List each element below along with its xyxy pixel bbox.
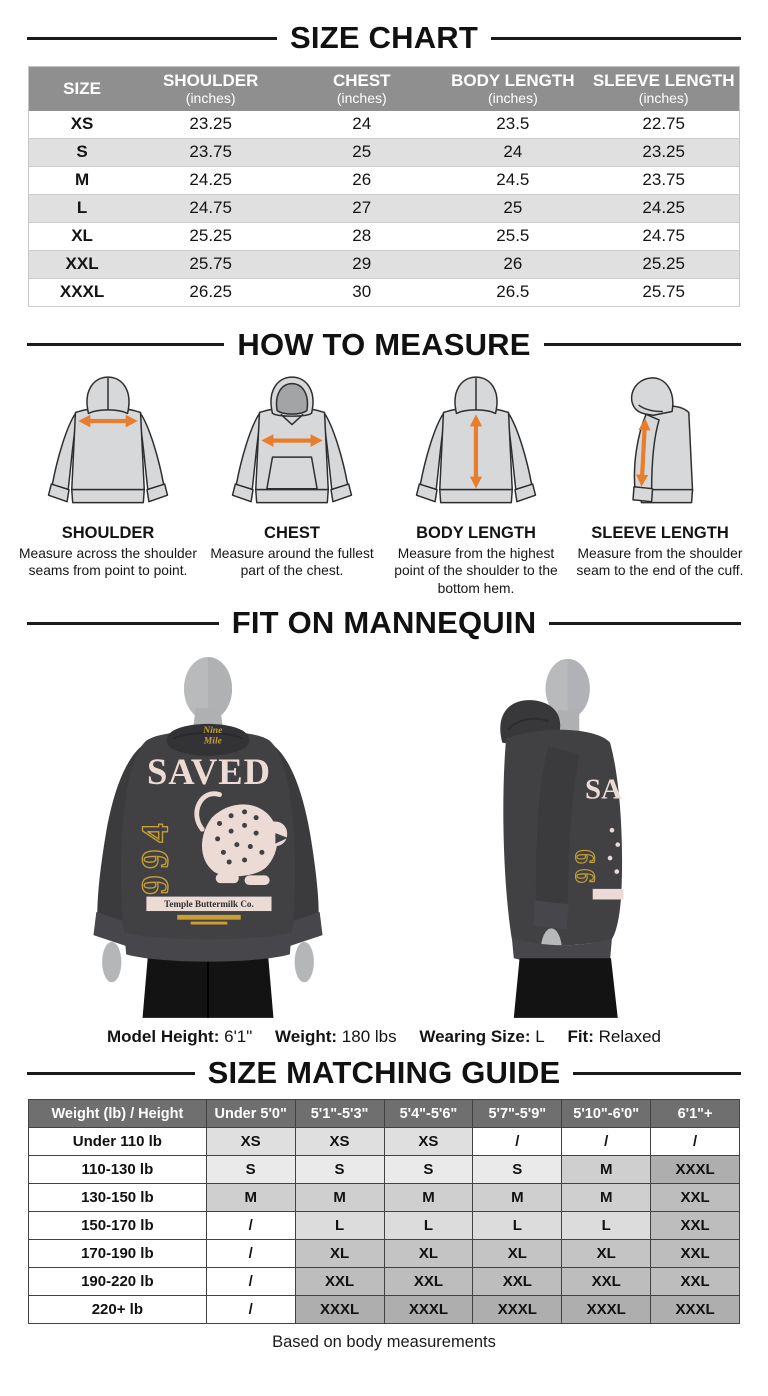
recommended-size-cell: XXL: [473, 1268, 562, 1296]
size-matching-table: [28, 1099, 740, 1324]
model-height-value: 6'1": [224, 1027, 253, 1047]
recommended-size-cell: M: [562, 1184, 651, 1212]
measurement-cell: 23.75: [588, 166, 739, 194]
recommended-size-cell: XXL: [651, 1184, 740, 1212]
recommended-size-cell: M: [473, 1184, 562, 1212]
recommended-size-cell: XL: [473, 1240, 562, 1268]
size-cell: XS: [29, 111, 136, 139]
measurement-cell: 25: [437, 194, 588, 222]
hoodie-side-sleeve-diagram: [581, 367, 739, 523]
header-label: SHOULDER: [162, 71, 259, 90]
size-cell: M: [29, 166, 136, 194]
header-sublabel: (inches): [185, 89, 236, 106]
mannequin-front-photo: [54, 647, 362, 1023]
size-cell: XL: [29, 222, 136, 250]
weight-range-cell: 150-170 lb: [29, 1212, 207, 1240]
fit-on-mannequin-title-row: [27, 605, 741, 641]
measure-label: BODY LENGTH: [416, 523, 536, 542]
pants: [514, 959, 618, 1019]
recommended-size-cell: M: [206, 1184, 295, 1212]
measurement-cell: 27: [286, 194, 437, 222]
wearing-size-value: L: [535, 1027, 545, 1047]
recommended-size-cell: L: [473, 1212, 562, 1240]
size-chart-header-cell: [437, 67, 588, 111]
title-line: [573, 1072, 741, 1075]
recommended-size-cell: XXL: [562, 1268, 651, 1296]
recommended-size-cell: XL: [295, 1240, 384, 1268]
size-guide-page: [0, 20, 768, 1352]
measurement-cell: 25.75: [135, 250, 286, 278]
weight-range-cell: 190-220 lb: [29, 1268, 207, 1296]
measurement-cell: 24: [437, 138, 588, 166]
measure-description: Measure from the highest point of the shoulder to the bottom hem.: [394, 545, 558, 596]
recommended-size-cell: XS: [206, 1128, 295, 1156]
size-chart-row: [29, 138, 740, 166]
title-line: [491, 37, 741, 40]
size-chart-header-cell: [29, 67, 136, 111]
recommended-size-cell: XXXL: [651, 1296, 740, 1324]
measure-item-sleeve-length: [570, 367, 750, 598]
footer-note: Based on body measurements: [272, 1333, 496, 1352]
recommended-size-cell: L: [295, 1212, 384, 1240]
size-chart-row: [29, 194, 740, 222]
measurement-cell: 26.25: [135, 278, 286, 306]
measurement-cell: 22.75: [588, 111, 739, 139]
recommended-size-cell: XL: [384, 1240, 473, 1268]
recommended-size-cell: XXL: [651, 1240, 740, 1268]
print-994-text: 994: [134, 817, 177, 896]
recommended-size-cell: M: [295, 1184, 384, 1212]
measurement-cell: 26: [437, 250, 588, 278]
recommended-size-cell: L: [384, 1212, 473, 1240]
matching-row: [29, 1156, 740, 1184]
measurement-cell: 24.75: [588, 222, 739, 250]
measurement-cell: 23.25: [588, 138, 739, 166]
matching-header-cell: 5'1"-5'3": [295, 1100, 384, 1128]
matching-row: [29, 1128, 740, 1156]
weight-range-cell: 170-190 lb: [29, 1240, 207, 1268]
header-label: SIZE: [63, 78, 101, 98]
title-line: [27, 343, 224, 346]
recommended-size-cell: S: [384, 1156, 473, 1184]
size-matching-guide-title-row: [27, 1055, 741, 1091]
recommended-size-cell: XXXL: [651, 1156, 740, 1184]
recommended-size-cell: /: [562, 1128, 651, 1156]
measure-item-body-length: [386, 367, 566, 598]
recommended-size-cell: S: [206, 1156, 295, 1184]
header-sublabel: (inches): [487, 89, 538, 106]
size-chart-title-row: [27, 20, 741, 56]
matching-header-cell: Under 5'0": [206, 1100, 295, 1128]
measurement-cell: 26.5: [437, 278, 588, 306]
measure-description: Measure from the shoulder seam to the end of the cuff.: [576, 545, 744, 579]
header-sublabel: (inches): [638, 89, 689, 106]
size-chart-body: [29, 111, 740, 307]
matching-row: [29, 1268, 740, 1296]
print-brand-line2: Mile: [203, 736, 222, 748]
size-chart-header-cell: [135, 67, 286, 111]
how-to-measure-title: HOW TO MEASURE: [237, 326, 531, 362]
fit-value: Relaxed: [598, 1027, 661, 1047]
measure-item-shoulder: [18, 367, 198, 598]
recommended-size-cell: S: [295, 1156, 384, 1184]
title-line: [544, 343, 741, 346]
mannequin-photos: [0, 647, 768, 1023]
size-cell: L: [29, 194, 136, 222]
print-banner-text: Temple Buttermilk Co.: [164, 899, 254, 910]
recommended-size-cell: XXXL: [473, 1296, 562, 1324]
size-matching-header: [29, 1100, 740, 1128]
header-sublabel: (inches): [336, 89, 387, 106]
header-label: BODY LENGTH: [451, 71, 575, 90]
size-chart-row: [29, 250, 740, 278]
model-info: [0, 1027, 768, 1047]
hoodie-back-length-diagram: [397, 367, 555, 523]
how-to-measure-title-row: [27, 327, 741, 363]
measurement-cell: 24.5: [437, 166, 588, 194]
measurement-cell: 29: [286, 250, 437, 278]
model-weight-label: Weight:: [275, 1027, 338, 1047]
measure-description: Measure around the fullest part of the chest.: [210, 545, 374, 579]
matching-header-cell: 5'10"-6'0": [562, 1100, 651, 1128]
matching-row: [29, 1240, 740, 1268]
measurement-cell: 25: [286, 138, 437, 166]
mannequin-hand: [295, 942, 314, 982]
recommended-size-cell: M: [384, 1184, 473, 1212]
print-994-fragment: 99: [569, 845, 602, 884]
measurement-cell: 25.25: [588, 250, 739, 278]
title-line: [549, 622, 741, 625]
matching-header-cell: 5'4"-5'6": [384, 1100, 473, 1128]
matching-row: [29, 1296, 740, 1324]
recommended-size-cell: XXXL: [384, 1296, 473, 1324]
size-chart-table: [28, 66, 740, 307]
recommended-size-cell: XXXL: [562, 1296, 651, 1324]
measurement-cell: 30: [286, 278, 437, 306]
size-chart-header-row: [29, 67, 740, 111]
measurement-cell: 23.75: [135, 138, 286, 166]
matching-header-cell: Weight (lb) / Height: [29, 1100, 207, 1128]
measure-guide: [18, 367, 750, 598]
hoodie-back-shoulder-diagram: [29, 367, 187, 523]
recommended-size-cell: M: [562, 1156, 651, 1184]
fit-on-mannequin-title: FIT ON MANNEQUIN: [231, 605, 537, 641]
title-line: [27, 37, 277, 40]
title-line: [27, 622, 219, 625]
measurement-cell: 26: [286, 166, 437, 194]
size-cell: XXL: [29, 250, 136, 278]
measure-label: SHOULDER: [61, 523, 155, 542]
size-chart-title: SIZE CHART: [290, 20, 478, 55]
measurement-cell: 24.75: [135, 194, 286, 222]
size-cell: XXXL: [29, 278, 136, 306]
print-saved-fragment: SA: [585, 773, 622, 806]
recommended-size-cell: XXL: [651, 1268, 740, 1296]
measurement-cell: 25.25: [135, 222, 286, 250]
recommended-size-cell: XXL: [384, 1268, 473, 1296]
model-weight-value: 180 lbs: [341, 1027, 397, 1047]
recommended-size-cell: XS: [384, 1128, 473, 1156]
wearing-size-label: Wearing Size:: [419, 1027, 531, 1047]
header-label: SLEEVE LENGTH: [592, 71, 735, 90]
size-chart-header-cell: [588, 67, 739, 111]
measurement-cell: 25.75: [588, 278, 739, 306]
hoodie-front-chest-diagram: [213, 367, 371, 523]
mannequin-side-photo: [406, 647, 714, 1023]
recommended-size-cell: /: [206, 1240, 295, 1268]
measurement-cell: 25.5: [437, 222, 588, 250]
recommended-size-cell: S: [473, 1156, 562, 1184]
measure-description: Measure across the shoulder seams from point to point.: [19, 545, 197, 579]
measure-item-chest: [202, 367, 382, 598]
size-chart-header: [29, 67, 740, 111]
recommended-size-cell: XS: [295, 1128, 384, 1156]
measurement-cell: 24.25: [135, 166, 286, 194]
size-matching-guide-title: SIZE MATCHING GUIDE: [207, 1055, 561, 1091]
matching-header-cell: 6'1"+: [651, 1100, 740, 1128]
matching-row: [29, 1184, 740, 1212]
fit-label: Fit:: [567, 1027, 594, 1047]
print-saved-text: SAVED: [146, 751, 271, 793]
title-line: [27, 1072, 195, 1075]
matching-header-cell: 5'7"-5'9": [473, 1100, 562, 1128]
recommended-size-cell: XXXL: [295, 1296, 384, 1324]
mannequin-hand: [102, 942, 121, 982]
recommended-size-cell: XXL: [295, 1268, 384, 1296]
recommended-size-cell: /: [206, 1212, 295, 1240]
measure-label: SLEEVE LENGTH: [591, 523, 729, 542]
size-chart-row: [29, 166, 740, 194]
measurement-cell: 23.5: [437, 111, 588, 139]
size-chart-row: [29, 222, 740, 250]
recommended-size-cell: /: [206, 1296, 295, 1324]
size-matching-body: [29, 1128, 740, 1324]
model-height-label: Model Height:: [106, 1027, 220, 1047]
size-chart-header-cell: [286, 67, 437, 111]
weight-range-cell: 110-130 lb: [29, 1156, 207, 1184]
print-brand-line1: Nine: [203, 725, 223, 737]
measurement-cell: 24: [286, 111, 437, 139]
size-chart-row: [29, 111, 740, 139]
recommended-size-cell: /: [206, 1268, 295, 1296]
size-cell: S: [29, 138, 136, 166]
recommended-size-cell: XXL: [651, 1212, 740, 1240]
recommended-size-cell: L: [562, 1212, 651, 1240]
measurement-cell: 23.25: [135, 111, 286, 139]
recommended-size-cell: /: [651, 1128, 740, 1156]
header-label: CHEST: [332, 71, 391, 90]
recommended-size-cell: XL: [562, 1240, 651, 1268]
matching-row: [29, 1212, 740, 1240]
measurement-cell: 28: [286, 222, 437, 250]
recommended-size-cell: /: [473, 1128, 562, 1156]
weight-range-cell: Under 110 lb: [29, 1128, 207, 1156]
size-matching-header-row: [29, 1100, 740, 1128]
weight-range-cell: 220+ lb: [29, 1296, 207, 1324]
size-chart-row: [29, 278, 740, 306]
measure-label: CHEST: [264, 523, 320, 542]
weight-range-cell: 130-150 lb: [29, 1184, 207, 1212]
measurement-cell: 24.25: [588, 194, 739, 222]
